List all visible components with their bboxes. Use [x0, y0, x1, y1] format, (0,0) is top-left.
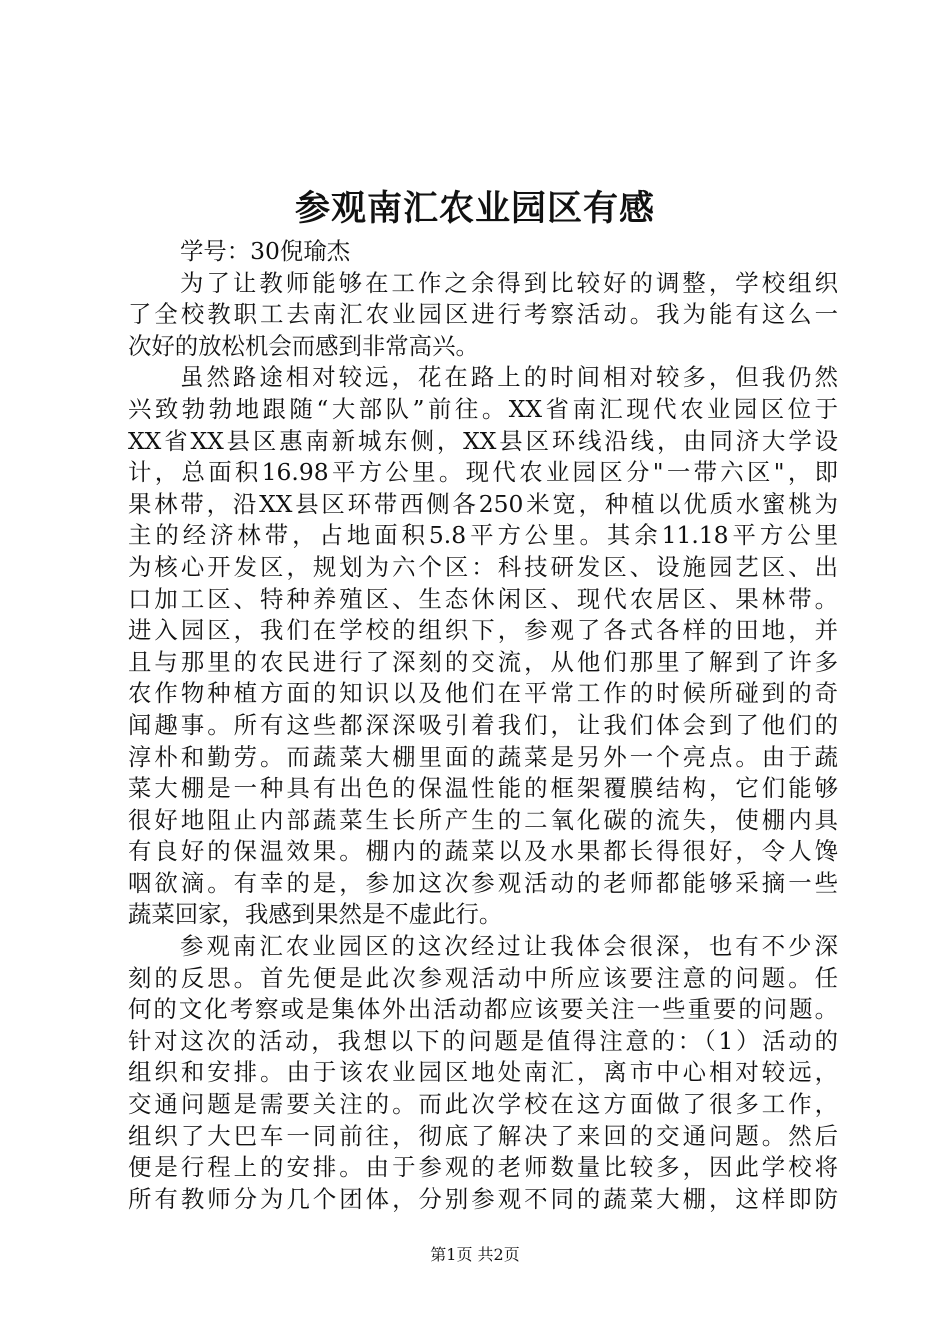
paragraph-line: 交通问题是需要关注的。而此次学校在这方面做了很多工作，	[128, 1090, 838, 1119]
paragraph-line: 所有教师分为几个团体，分别参观不同的蔬菜大棚，这样即防	[128, 1184, 838, 1213]
paragraph-line: XX省XX县区惠南新城东侧，XX县区环线沿线，由同济大学设	[128, 426, 838, 455]
paragraph-line: 有良好的保温效果。棚内的蔬菜以及水果都长得很好，令人馋	[128, 837, 838, 866]
paragraph-line: 蔬菜回家，我感到果然是不虚此行。	[128, 900, 503, 929]
paragraph-line: 计，总面积16.98平方公里。现代农业园区分"一带六区"，即	[128, 458, 838, 487]
paragraph-line: 次好的放松机会而感到非常高兴。	[128, 331, 479, 360]
paragraph-line: 口加工区、特种养殖区、生态休闲区、现代农居区、果林带。	[128, 584, 838, 613]
paragraph-line: 为了让教师能够在工作之余得到比较好的调整，学校组织	[180, 268, 838, 297]
page-number-footer: 第1页 共2页	[430, 1245, 520, 1264]
paragraph-line: 闻趣事。所有这些都深深吸引着我们，让我们体会到了他们的	[128, 710, 838, 739]
paragraph-line: 组织了大巴车一同前往，彻底了解决了来回的交通问题。然后	[128, 1121, 838, 1150]
paragraph-line: 淳朴和勤劳。而蔬菜大棚里面的蔬菜是另外一个亮点。由于蔬	[128, 742, 838, 771]
paragraph-line: 主的经济林带，占地面积5.8平方公里。其余11.18平方公里	[128, 521, 838, 550]
paragraph-line: 针对这次的活动，我想以下的问题是值得注意的：（1）活动的	[128, 1026, 838, 1055]
paragraph-line: 了全校教职工去南汇农业园区进行考察活动。我为能有这么一	[128, 300, 838, 329]
paragraph-line: 便是行程上的安排。由于参观的老师数量比较多，因此学校将	[128, 1153, 838, 1182]
paragraph-line: 刻的反思。首先便是此次参观活动中所应该要注意的问题。任	[128, 963, 838, 992]
paragraph-line: 且与那里的农民进行了深刻的交流，从他们那里了解到了许多	[128, 647, 838, 676]
paragraph-line: 虽然路途相对较远，花在路上的时间相对较多，但我仍然	[180, 363, 838, 392]
document-title: 参观南汇农业园区有感	[294, 189, 655, 229]
document-body	[128, 236, 838, 1215]
paragraph-line: 兴致勃勃地跟随“大部队”前往。XX省南汇现代农业园区位于	[128, 394, 838, 423]
paragraph-line: 很好地阻止内部蔬菜生长所产生的二氧化碳的流失，使棚内具	[128, 805, 838, 834]
paragraph-line: 农作物种植方面的知识以及他们在平常工作的时候所碰到的奇	[128, 679, 838, 708]
paragraph-line: 何的文化考察或是集体外出活动都应该要关注一些重要的问题。	[128, 995, 838, 1024]
paragraph-line: 参观南汇农业园区的这次经过让我体会很深，也有不少深	[180, 932, 838, 961]
paragraph-line: 菜大棚是一种具有出色的保温性能的框架覆膜结构，它们能够	[128, 774, 838, 803]
student-id-line: 学号：30倪瑜杰	[180, 237, 351, 265]
paragraph-line: 为核心开发区，规划为六个区：科技研发区、设施园艺区、出	[128, 552, 838, 581]
paragraph-line: 咽欲滴。有幸的是，参加这次参观活动的老师都能够采摘一些	[128, 868, 838, 897]
paragraph-line: 进入园区，我们在学校的组织下，参观了各式各样的田地，并	[128, 616, 838, 645]
paragraph-line: 组织和安排。由于该农业园区地处南汇，离市中心相对较远，	[128, 1058, 838, 1087]
paragraph-line: 果林带，沿XX县区环带西侧各250米宽，种植以优质水蜜桃为	[128, 489, 838, 518]
